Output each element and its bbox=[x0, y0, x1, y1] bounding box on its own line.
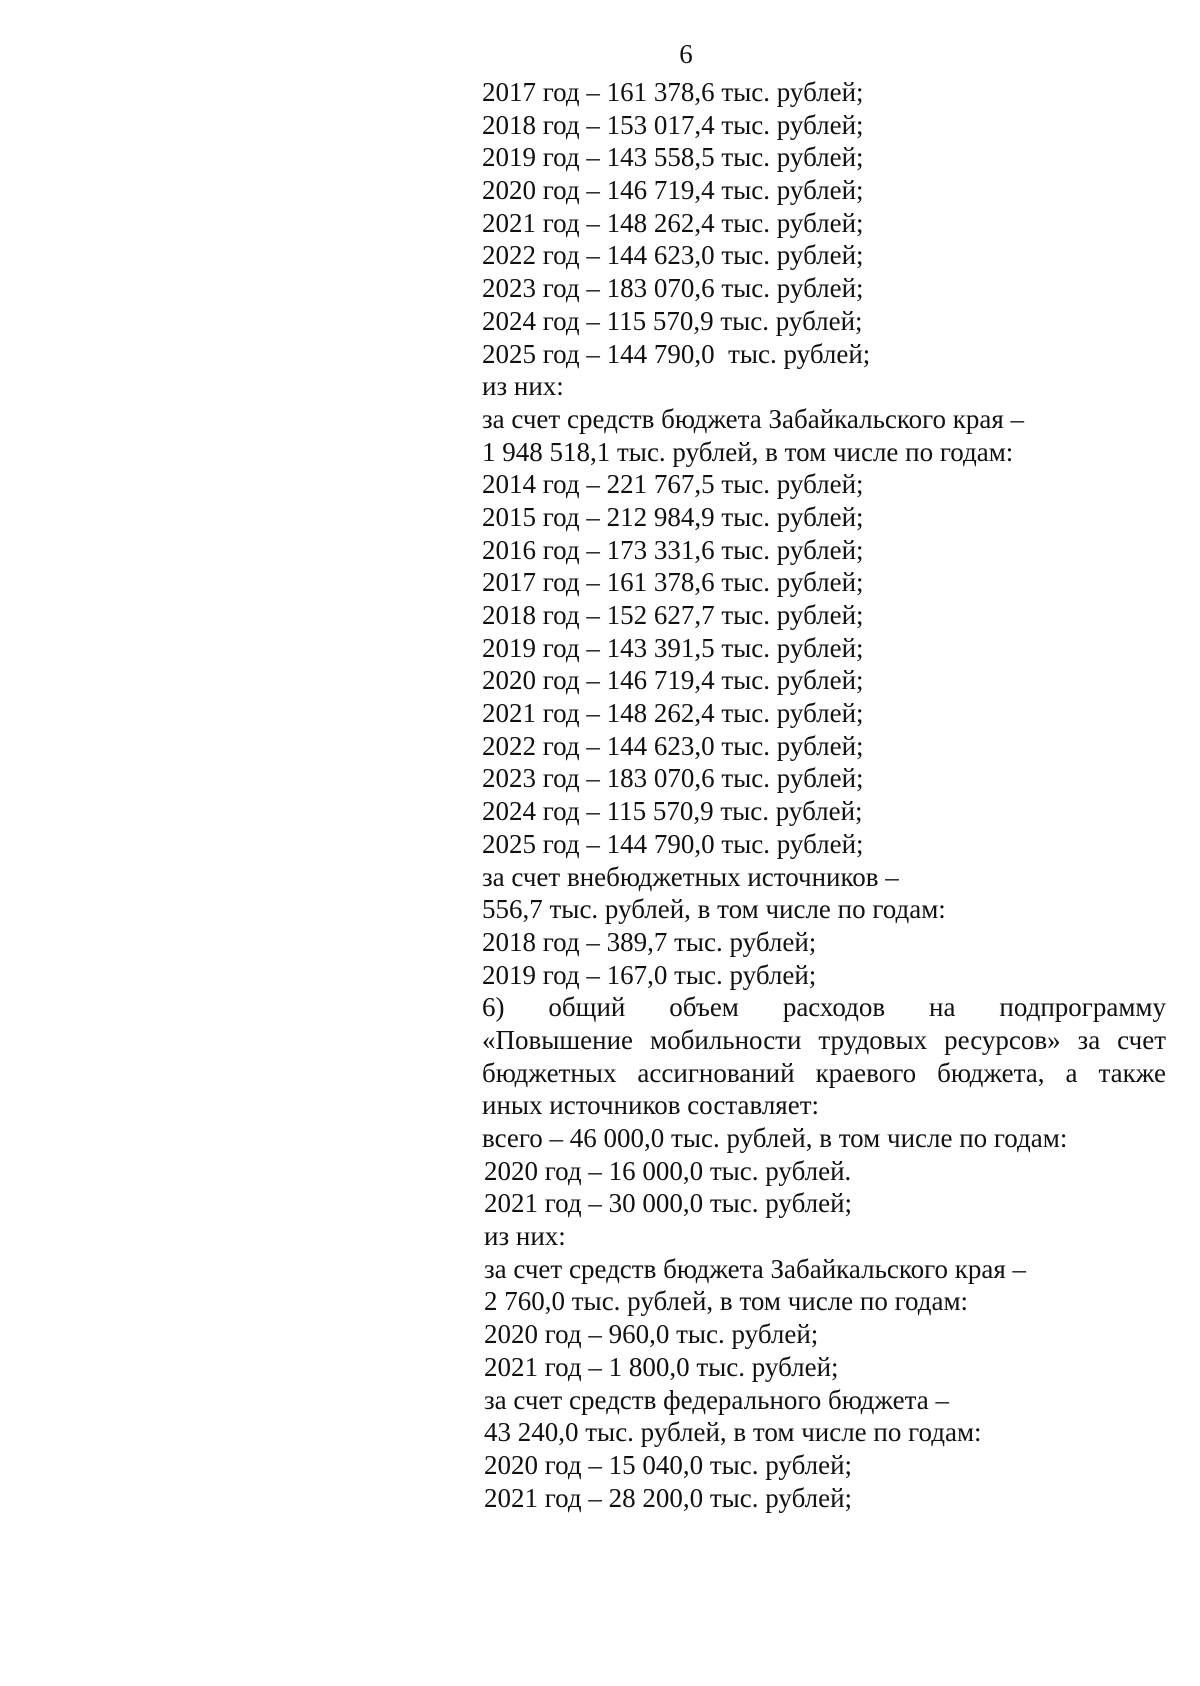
text-line: 2021 год – 148 262,4 тыс. рублей; bbox=[482, 698, 864, 729]
text-line: 2021 год – 28 200,0 тыс. рублей; bbox=[484, 1482, 853, 1513]
text-line: из них: bbox=[482, 371, 564, 402]
text-line: 2024 год – 115 570,9 тыс. рублей; bbox=[482, 796, 863, 827]
text-line: 2 760,0 тыс. рублей, в том числе по годам: bbox=[484, 1286, 969, 1317]
text-line: 2021 год – 148 262,4 тыс. рублей; bbox=[482, 207, 864, 238]
text-line: 2025 год – 144 790,0 тыс. рублей; bbox=[482, 828, 864, 859]
text-line: 2021 год – 1 800,0 тыс. рублей; bbox=[484, 1351, 839, 1382]
text-line: 2020 год – 146 719,4 тыс. рублей; bbox=[482, 665, 864, 696]
paragraph-line-justified: 6) общий объем расходов на подпрограмму bbox=[482, 992, 1166, 1023]
text-line: 2017 год – 161 378,6 тыс. рублей; bbox=[482, 567, 864, 598]
text-line: 2020 год – 15 040,0 тыс. рублей; bbox=[484, 1449, 853, 1480]
text-line: 2022 год – 144 623,0 тыс. рублей; bbox=[482, 730, 864, 761]
text-line: за счет средств бюджета Забайкальского края – bbox=[482, 403, 1025, 434]
text-line: 2014 год – 221 767,5 тыс. рублей; bbox=[482, 469, 864, 500]
text-line: 2024 год – 115 570,9 тыс. рублей; bbox=[482, 305, 863, 336]
text-line: за счет внебюджетных источников – bbox=[482, 861, 899, 892]
text-line: 2018 год – 389,7 тыс. рублей; bbox=[482, 926, 817, 957]
text-line: 556,7 тыс. рублей, в том числе по годам: bbox=[482, 894, 946, 925]
text-line: за счет средств федерального бюджета – bbox=[484, 1384, 949, 1415]
document-body bbox=[482, 76, 1166, 1514]
text-line: 2018 год – 152 627,7 тыс. рублей; bbox=[482, 600, 864, 630]
text-line: 2023 год – 183 070,6 тыс. рублей; bbox=[482, 273, 864, 304]
text-line: 2018 год – 153 017,4 тыс. рублей; bbox=[482, 109, 864, 140]
paragraph-line-justified: бюджетных ассигнований краевого бюджета, а также bbox=[482, 1057, 1166, 1088]
text-line: 2021 год – 30 000,0 тыс. рублей; bbox=[484, 1188, 853, 1219]
text-line: 2015 год – 212 984,9 тыс. рублей; bbox=[482, 501, 864, 532]
text-line: 2020 год – 16 000,0 тыс. рублей. bbox=[484, 1155, 852, 1186]
text-line: из них: bbox=[484, 1221, 566, 1252]
text-line: за счет средств бюджета Забайкальского края – bbox=[484, 1253, 1027, 1284]
text-line: всего – 46 000,0 тыс. рублей, в том числе по годам: bbox=[482, 1123, 1068, 1153]
text-line: иных источников составляет: bbox=[482, 1090, 820, 1121]
text-line: 1 948 518,1 тыс. рублей, в том числе по годам: bbox=[482, 436, 1014, 467]
text-line: 2019 год – 167,0 тыс. рублей; bbox=[482, 959, 817, 990]
text-line: 2022 год – 144 623,0 тыс. рублей; bbox=[482, 240, 864, 271]
text-line: 2017 год – 161 378,6 тыс. рублей; bbox=[482, 77, 864, 107]
text-line: 2019 год – 143 391,5 тыс. рублей; bbox=[482, 632, 864, 663]
text-line: 2025 год – 144 790,0 тыс. рублей; bbox=[482, 338, 871, 369]
text-line: 43 240,0 тыс. рублей, в том числе по годам: bbox=[484, 1417, 982, 1448]
text-line: 2016 год – 173 331,6 тыс. рублей; bbox=[482, 534, 864, 565]
text-line: 2023 год – 183 070,6 тыс. рублей; bbox=[482, 763, 864, 794]
text-line: 2020 год – 960,0 тыс. рублей; bbox=[484, 1319, 819, 1350]
text-line: 2019 год – 143 558,5 тыс. рублей; bbox=[482, 142, 864, 173]
paragraph-line-justified: «Повышение мобильности трудовых ресурсов» за счет bbox=[482, 1024, 1166, 1055]
page-number: 6 bbox=[679, 39, 693, 69]
text-line: 2020 год – 146 719,4 тыс. рублей; bbox=[482, 175, 864, 206]
